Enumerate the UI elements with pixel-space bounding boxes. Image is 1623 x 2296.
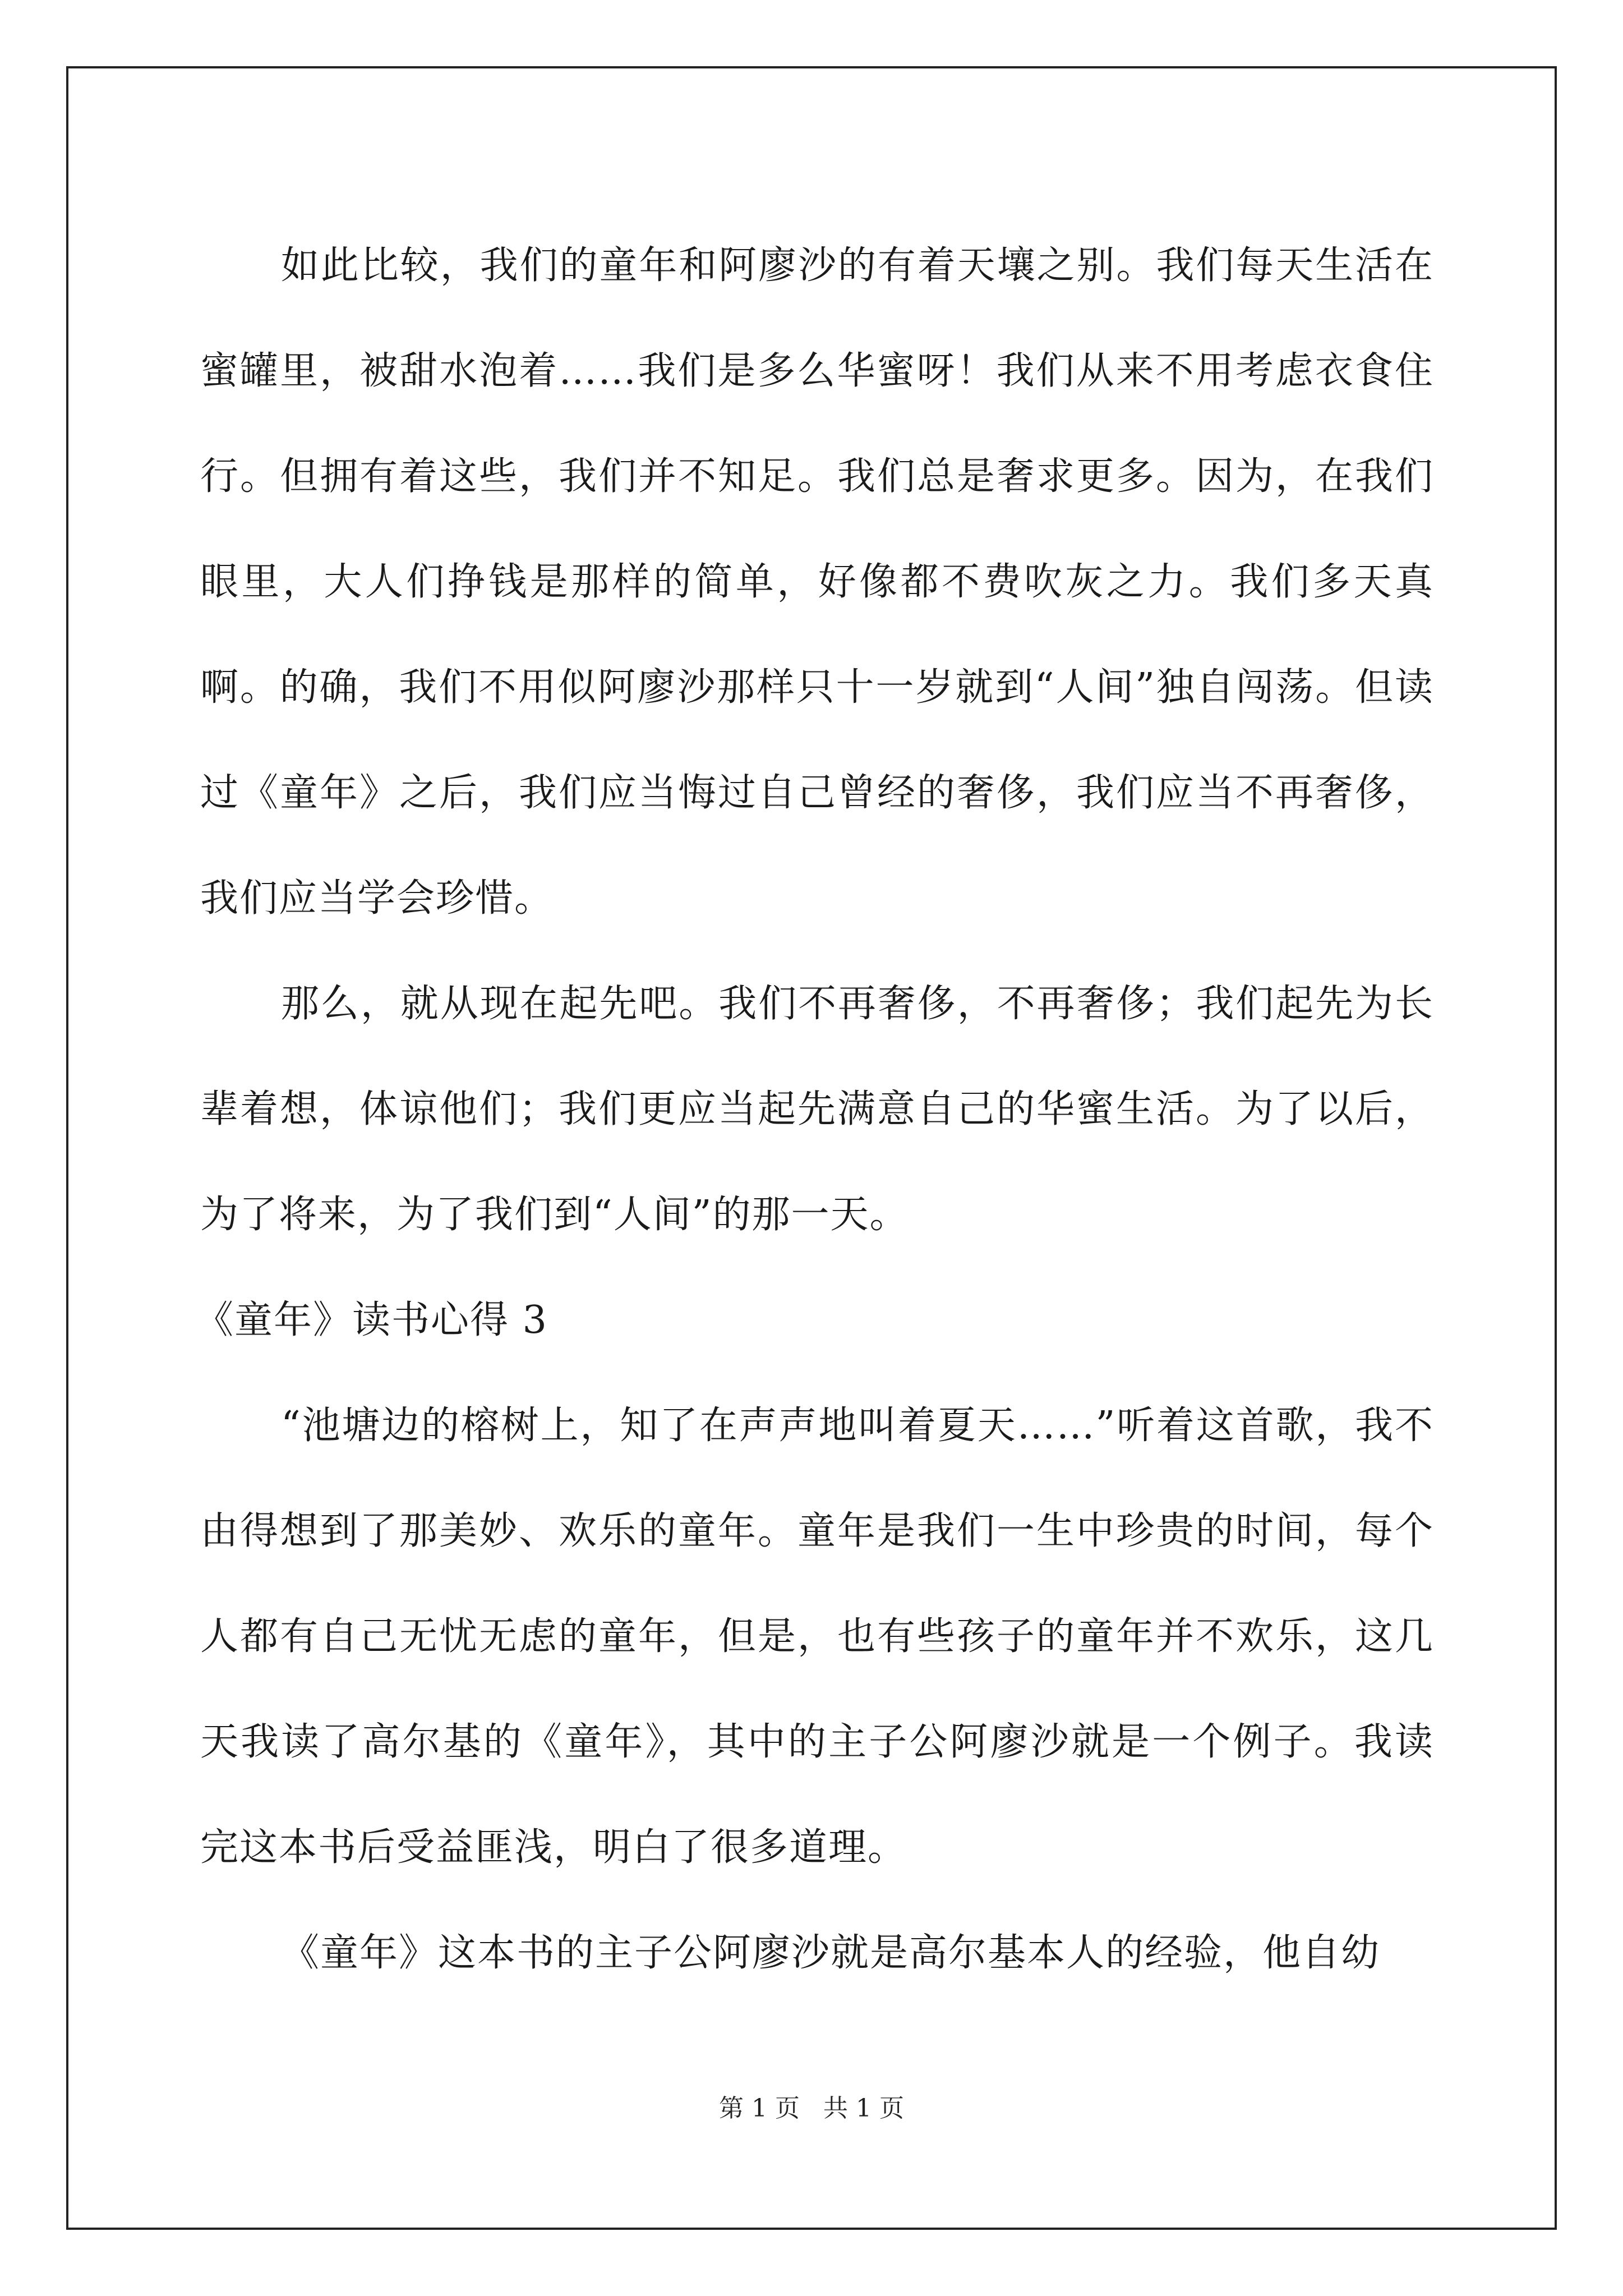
section-heading: 《童年》读书心得 3	[195, 1298, 548, 1342]
paragraph-1: 如此比较，我们的童年和阿廖沙的有着天壤之别。我们每天生活在蜜罐里，被甜水泡着……我们是多么华蜜呀！我们从来不用考虑衣食住行。但拥有着这些，我们并不知足。我们总是奢求更多。因为，在我们眼里，大人们挣钱是那样的简单，好像都不费吹灰之力。我们多天真啊。的确，我们不用似阿廖沙那样只十一岁就到“人间”独自闯荡。但读过《童年》之后，我们应当悔过自己曾经的奢侈，我们应当不再奢侈，我们应当学会珍惜。	[200, 243, 1434, 921]
page-number-footer: 第 1 页 共 1 页	[719, 2094, 904, 2123]
paragraph-4: 《童年》这本书的主子公阿廖沙就是高尔基本人的经验，他自幼	[281, 1931, 1381, 1975]
paragraph-3: “池塘边的榕树上，知了在声声地叫着夏天……”听着这首歌，我不由得想到了那美妙、欢乐的童年。童年是我们一生中珍贵的时间，每个人都有自己无忧无虑的童年，但是，也有些孩子的童年并不欢乐，这几天我读了高尔基的《童年》，其中的主子公阿廖沙就是一个例子。我读完这本书后受益匪浅，明白了很多道理。	[200, 1404, 1434, 1870]
paragraph-2: 那么，就从现在起先吧。我们不再奢侈，不再奢侈；我们起先为长辈着想，体谅他们；我们更应当起先满意自己的华蜜生活。为了以后，为了将来，为了我们到“人间”的那一天。	[200, 982, 1434, 1237]
document-body	[195, 213, 1434, 2006]
